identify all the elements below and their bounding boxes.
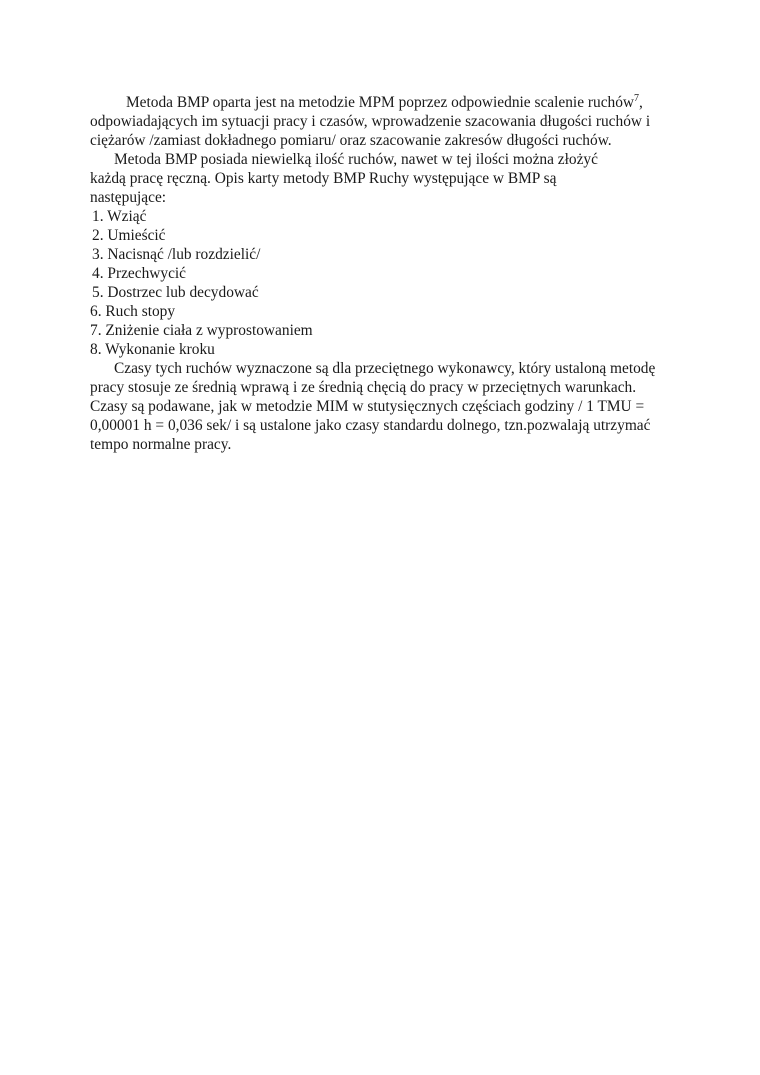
paragraph-3-line-4: 0,00001 h = 0,036 sek/ i są ustalone jako czasy standardu dolnego, tzn.pozwalają utrzymać: [90, 417, 651, 434]
paragraph-1-line-1-text: Metoda BMP oparta jest na metodzie MPM poprzez odpowiednie scalenie ruchów: [126, 94, 635, 111]
paragraph-3-line-2: pracy stosuje ze średnią wprawą i ze średnią chęcią do pracy w przeciętnych warunkach.: [90, 379, 637, 396]
paragraph-1-line-1-end: ,: [639, 94, 643, 111]
paragraph-3-line-1: Czasy tych ruchów wyznaczone są dla przeciętnego wykonawcy, który ustaloną metodę: [114, 360, 656, 377]
list-item: 1. Wziąć: [92, 208, 147, 225]
paragraph-3-line-5: tempo normalne pracy.: [90, 436, 232, 453]
list-item: 7. Zniżenie ciała z wyprostowaniem: [90, 322, 313, 339]
paragraph-1-line-3: ciężarów /zamiast dokładnego pomiaru/ oraz szacowanie zakresów długości ruchów.: [90, 132, 612, 149]
paragraph-1-line-1: [126, 93, 643, 112]
paragraph-1-line-2: odpowiadających im sytuacji pracy i czasów, wprowadzenie szacowania długości ruchów i: [90, 113, 651, 130]
paragraph-3-line-3: Czasy są podawane, jak w metodzie MIM w stutysięcznych częściach godziny / 1 TMU =: [90, 398, 645, 415]
paragraph-2-line-3: następujące:: [90, 189, 167, 206]
list-item: 6. Ruch stopy: [90, 303, 176, 320]
footnote-reference: 7: [634, 93, 640, 104]
list-item: 3. Nacisnąć /lub rozdzielić/: [92, 246, 261, 263]
list-item: 2. Umieścić: [92, 227, 166, 244]
list-item: 5. Dostrzec lub decydować: [92, 284, 259, 301]
paragraph-2-line-2: każdą pracę ręczną. Opis karty metody BMP Ruchy występujące w BMP są: [90, 170, 557, 187]
list-item: 8. Wykonanie kroku: [90, 341, 215, 358]
list-item: 4. Przechwycić: [92, 265, 187, 282]
paragraph-2-line-1: Metoda BMP posiada niewielką ilość ruchów, nawet w tej ilości można złożyć: [114, 151, 598, 168]
